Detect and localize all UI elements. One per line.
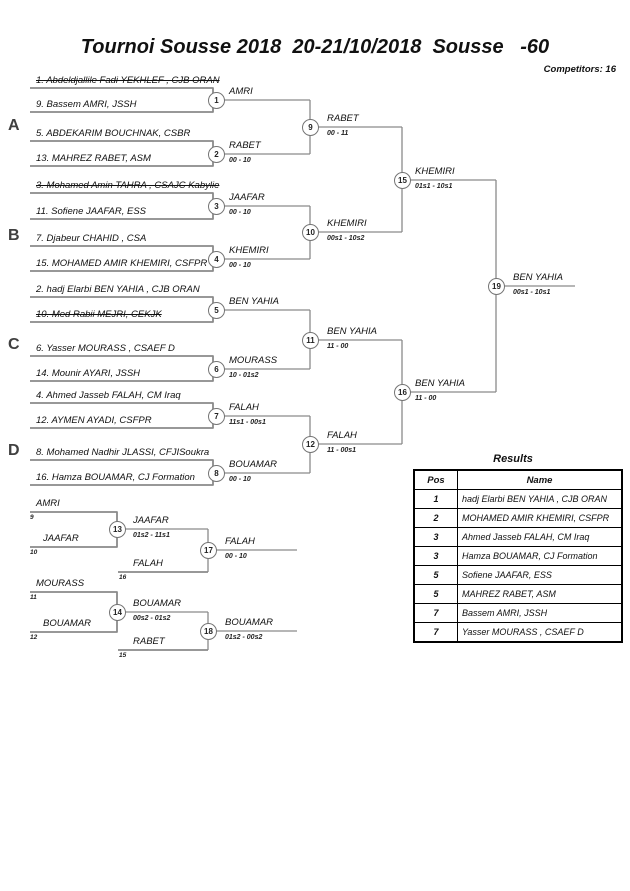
results-row [414,623,622,643]
match-number-badge: 13 [109,521,126,538]
match-number-badge: 17 [200,542,217,559]
results-col-name: Name [458,470,623,490]
match-score: 00s1 - 10s1 [513,289,551,296]
results-row [414,509,622,528]
match-winner-label: BEN YAHIA [415,378,465,389]
match-number-badge: 18 [200,623,217,640]
match-number-badge: 14 [109,604,126,621]
player-entry: 5. ABDEKARIM BOUCHNAK, CSBR [36,128,191,139]
result-pos: 3 [414,528,458,547]
match-winner-label: JAAFAR [229,192,265,203]
match-winner-label: RABET [229,140,261,151]
match-number-badge: 2 [208,146,225,163]
repechage-entry-ref: 12 [30,634,38,641]
repechage-entry-ref: 11 [30,594,37,601]
match-number-badge: 7 [208,408,225,425]
match-score: 01s2 - 00s2 [225,634,263,641]
repechage-entry: FALAH [133,558,163,569]
match-number-badge: 12 [302,436,319,453]
result-pos: 1 [414,490,458,509]
match-winner-label: BOUAMAR [229,459,278,470]
result-name: MOHAMED AMIR KHEMIRI, CSFPR [458,509,623,528]
match-score: 00 - 10 [229,157,251,164]
match-score: 00 - 10 [229,476,251,483]
player-entry: 4. Ahmed Jasseb FALAH, CM Iraq [36,390,181,401]
player-entry: 11. Sofiene JAAFAR, ESS [36,206,147,217]
player-entry: 12. AYMEN AYADI, CSFPR [36,415,152,426]
competitors-count: Competitors: 16 [543,64,616,75]
match-winner-label: KHEMIRI [229,245,269,256]
result-pos: 5 [414,585,458,604]
results-col-pos: Pos [414,470,458,490]
result-pos: 7 [414,604,458,623]
match-score: 00s2 - 01s2 [133,615,171,622]
match-winner-label: BOUAMAR [225,617,274,628]
match-winner-label: FALAH [327,430,357,441]
match-score: 01s1 - 10s1 [415,183,453,190]
pool-label-d: D [8,442,20,459]
result-pos: 3 [414,547,458,566]
match-number-badge: 10 [302,224,319,241]
player-entry: 2. hadj Elarbi BEN YAHIA , CJB ORAN [36,284,200,295]
match-score: 00 - 10 [229,209,251,216]
player-entry: 7. Djabeur CHAHID , CSA [36,233,147,244]
player-entry: 8. Mohamed Nadhir JLASSI, CFJISoukra [36,447,210,458]
result-name: Sofiene JAAFAR, ESS [458,566,623,585]
player-entry: 10. Med Rabii MEJRI, CEKJK [36,309,162,320]
page-title: Tournoi Sousse 2018 20-21/10/2018 Sousse -60 [80,36,550,58]
results-row [414,566,622,585]
match-winner-label: FALAH [225,536,255,547]
match-score: 11 - 00s1 [327,447,357,454]
player-entry: 9. Bassem AMRI, JSSH [36,99,137,110]
result-name: Yasser MOURASS , CSAEF D [458,623,623,643]
match-number-badge: 6 [208,361,225,378]
match-number-badge: 4 [208,251,225,268]
result-pos: 7 [414,623,458,643]
results-row [414,490,622,509]
repechage-entry: BOUAMAR [43,618,92,629]
match-score: 00 - 11 [327,130,349,137]
results-row [414,585,622,604]
result-name: Hamza BOUAMAR, CJ Formation [458,547,623,566]
match-number-badge: 9 [302,119,319,136]
match-winner-label: MOURASS [229,355,278,366]
match-winner-label: KHEMIRI [327,218,367,229]
match-winner-label: KHEMIRI [415,166,455,177]
match-score: 11 - 00 [415,395,437,402]
match-winner-label: BEN YAHIA [327,326,377,337]
player-entry: 16. Hamza BOUAMAR, CJ Formation [36,472,195,483]
match-score: 11s1 - 00s1 [229,419,266,426]
repechage-entry-ref: 15 [119,652,127,659]
match-score: 00 - 10 [229,262,251,269]
player-entry: 6. Yasser MOURASS , CSAEF D [36,343,175,354]
match-number-badge: 11 [302,332,319,349]
match-winner-label: JAAFAR [133,515,169,526]
result-name: hadj Elarbi BEN YAHIA , CJB ORAN [458,490,623,509]
result-name: Bassem AMRI, JSSH [458,604,623,623]
match-number-badge: 1 [208,92,225,109]
match-score: 11 - 00 [327,343,349,350]
pool-label-a: A [8,117,20,134]
results-row [414,604,622,623]
results-table [413,469,623,643]
match-number-badge: 5 [208,302,225,319]
player-entry: 14. Mounir AYARI, JSSH [36,368,141,379]
repechage-entry: AMRI [36,498,60,509]
match-number-badge: 16 [394,384,411,401]
match-score: 10 - 01s2 [229,372,259,379]
player-entry: 13. MAHREZ RABET, ASM [36,153,151,164]
repechage-entry-ref: 16 [119,574,127,581]
match-score: 00s1 - 10s2 [327,235,365,242]
repechage-entry: RABET [133,636,165,647]
match-winner-label: BEN YAHIA [513,272,563,283]
pool-label-c: C [8,336,20,353]
match-number-badge: 19 [488,278,505,295]
result-pos: 5 [414,566,458,585]
match-number-badge: 15 [394,172,411,189]
pool-label-b: B [8,227,20,244]
player-entry: 1. Abdeldjallile Fadi YEKHLEF , CJB ORAN [36,75,220,86]
match-number-badge: 3 [208,198,225,215]
match-winner-label: RABET [327,113,359,124]
results-title: Results [493,453,533,465]
match-score: 00 - 10 [225,553,247,560]
match-winner-label: AMRI [229,86,253,97]
match-winner-label: BEN YAHIA [229,296,279,307]
repechage-entry-ref: 9 [30,514,34,521]
repechage-entry: JAAFAR [43,533,79,544]
results-row [414,528,622,547]
match-winner-label: FALAH [229,402,259,413]
match-score: 01s2 - 11s1 [133,532,170,539]
player-entry: 15. MOHAMED AMIR KHEMIRI, CSFPR [36,258,208,269]
results-header-row [414,470,622,490]
repechage-entry: MOURASS [36,578,85,589]
result-pos: 2 [414,509,458,528]
result-name: MAHREZ RABET, ASM [458,585,623,604]
result-name: Ahmed Jasseb FALAH, CM Iraq [458,528,623,547]
repechage-entry-ref: 10 [30,549,38,556]
player-entry: 3. Mohamed Amin TAHRA , CSAJC Kabylie [36,180,220,191]
match-winner-label: BOUAMAR [133,598,182,609]
match-number-badge: 8 [208,465,225,482]
results-row [414,547,622,566]
